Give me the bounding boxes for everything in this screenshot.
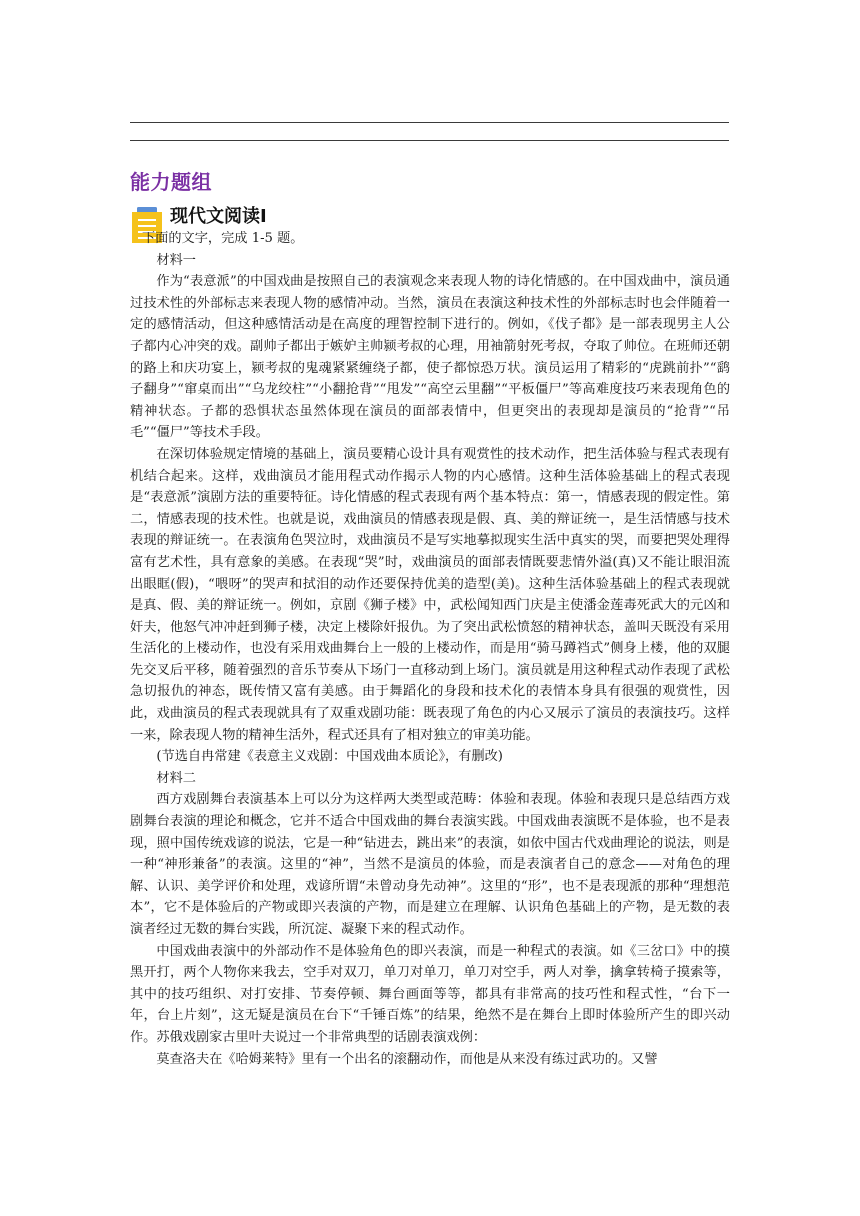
material-one-label: 材料一 bbox=[156, 252, 196, 268]
instruction-text: 下面的文字，完成 1-5 题。 bbox=[142, 231, 304, 246]
article-body bbox=[130, 228, 730, 1070]
material-two-paragraph-2: 中国戏曲表演中的外部动作不是体验角色的即兴表演，而是一种程式的表演。如《三岔口》中的摸黑开打，两个人物你来我去，空手对双刀，单刀对单刀，单刀对空手，两人对拳，擒拿转椅子摸索等，其中的技巧组织、对打安排、节奏停顿、舞台画面等等，都具有非常高的技巧性和程式性，“台下一年，台上片刻”，这无疑是演员在台下“千锤百炼”的结果，绝然不是在舞台上即时体验所产生的即兴动作。苏俄戏剧家古里叶夫说过一个非常典型的话剧表演戏例： bbox=[130, 943, 730, 1045]
header-rule-top bbox=[130, 122, 729, 123]
material-two-paragraph-1: 西方戏剧舞台表演基本上可以分为这样两大类型或范畴：体验和表现。体验和表现只是总结西方戏剧舞台表演的理论和概念，它并不适合中国戏曲的舞台表演实践。中国戏曲表演既不是体验，也不是表现，照中国传统戏谚的说法，它是一种“钻进去，跳出来”的表演，如依中国古代戏曲理论的说法，则是一种“神形兼备”的表演。这里的“神”，当然不是演员的体验，而是表演者自己的意念——对角色的理解、认识、美学评价和处理，戏谚所谓“未曾动身先动神”。这里的“形”，也不是表现派的那种“理想范本”，它不是体验后的产物或即兴表演的产物，而是建立在理解、认识角色基础上的产物，是无数的表演者经过无数的舞台实践，所沉淀、凝聚下来的程式动作。 bbox=[130, 792, 730, 937]
reading-section-title: 现代文阅读Ⅰ bbox=[170, 206, 267, 227]
section-title: 能力题组 bbox=[130, 170, 212, 194]
header-rule-bottom bbox=[130, 140, 729, 141]
material-one-paragraph-2: 在深切体验规定情境的基础上，演员要精心设计具有观赏性的技术动作，把生活体验与程式表现有机结合起来。这样，戏曲演员才能用程式动作揭示人物的内心感情。这种生活体验基础上的程式表现是“表意派”演剧方法的重要特征。诗化情感的程式表现有两个基本特点：第一，情感表现的假定性。第二，情感表现的技术性。也就是说，戏曲演员的情感表现是假、真、美的辩证统一，是生活情感与技术表现的辩证统一。在表演角色哭泣时，戏曲演员不是写实地摹拟现实生活中真实的哭，而要把哭处理得富有艺术性，具有意象的美感。在表现“哭”时，戏曲演员的面部表情既要悲情外溢(真)又不能让眼泪流出眼眶(假)，“喂呀”的哭声和拭泪的动作还要保持优美的造型(美)。这种生活体验基础上的程式表现就是真、假、美的辩证统一。例如，京剧《狮子楼》中，武松闻知西门庆是主使潘金莲毒死武大的元凶和奸夫，他怒气冲冲赶到狮子楼，决定上楼除奸报仇。为了突出武松愤怒的精神状态，盖叫天既没有采用生活化的上楼动作，也没有采用戏曲舞台上一般的上楼动作，而是用“骑马蹲裆式”侧身上楼，他的双腿先交叉后平移，随着强烈的音乐节奏从下场门一直移动到上场门。演员就是用这种程式动作表现了武松急切报仇的神态，既传情又富有美感。由于舞蹈化的身段和技术化的表情本身具有很强的观赏性，因此，戏曲演员的程式表现就具有了双重戏剧功能：既表现了角色的内心又展示了演员的表演技巧。这样一来，除表现人物的精神生活外，程式还具有了相对独立的审美功能。 bbox=[130, 446, 730, 743]
material-one-paragraph-1: 作为“表意派”的中国戏曲是按照自己的表演观念来表现人物的诗化情感的。在中国戏曲中，演员通过技术性的外部标志来表现人物的感情冲动。当然，演员在表演这种技术性的外部标志时也会伴随着一定的感情活动，但这种感情活动是在高度的理智控制下进行的。例如，《伐子都》是一部表现男主人公子都内心冲突的戏。副帅子都出于嫉妒主帅颍考叔的心理，用袖箭射死考叔，夺取了帅位。在班师还朝的路上和庆功宴上，颍考叔的鬼魂紧紧缠绕子都，使子都惊恐万状。演员运用了精彩的“虎跳前扑”“鹞子翻身”“窜桌而出”“乌龙绞柱”“小翻抢背”“甩发”“高空云里翻”“平板僵尸”等高难度技巧来表现角色的精神状态。子都的恐惧状态虽然体现在演员的面部表情中，但更突出的表现却是演员的“抢背”“吊毛”“僵尸”等技术手段。 bbox=[130, 274, 730, 441]
material-two-paragraph-3: 莫查洛夫在《哈姆莱特》里有一个出名的滚翻动作，而他是从来没有练过武功的。又譬 bbox=[156, 1051, 658, 1067]
material-one-source: (节选自冉常建《表意主义戏剧：中国戏曲本质论》，有删改) bbox=[156, 749, 503, 765]
material-two-label: 材料二 bbox=[156, 770, 196, 786]
